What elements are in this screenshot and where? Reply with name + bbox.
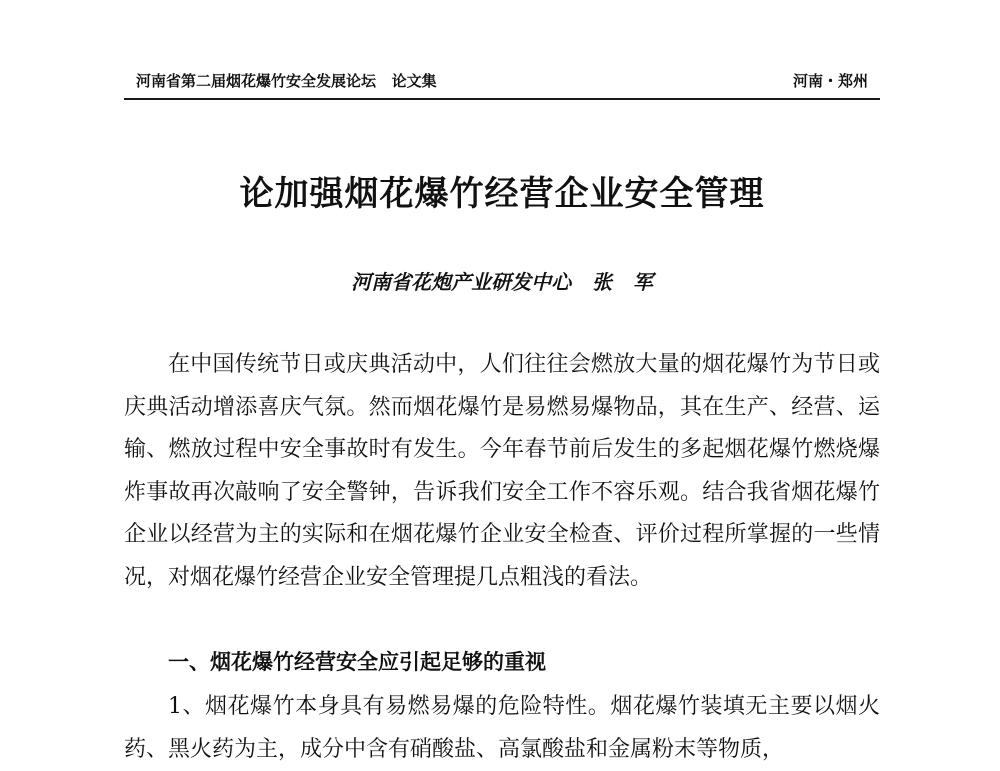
- intro-paragraph: 在中国传统节日或庆典活动中，人们往往会燃放大量的烟花爆竹为节日或庆典活动增添喜庆气氛。然而烟花爆竹是易燃易爆物品，其在生产、经营、运输、燃放过程中安全事故时有发生。今年春节前后发生的多起烟花爆竹燃烧爆炸事故再次敲响了安全警钟，告诉我们安全工作不容乐观。结合我省烟花爆竹企业以经营为主的实际和在烟花爆竹企业安全检查、评价过程所掌握的一些情况，对烟花爆竹经营企业安全管理提几点粗浅的看法。: [124, 352, 880, 590]
- header-rule: [124, 98, 880, 100]
- header-location: 河南・郑州: [792, 72, 868, 90]
- running-header: [124, 70, 880, 92]
- section-heading: 一、烟花爆竹经营安全应引起足够的重视: [168, 650, 546, 674]
- author-byline: 河南省花炮产业研发中心 张 军: [351, 270, 653, 294]
- paper-title: 论加强烟花爆竹经营企业安全管理: [239, 174, 765, 214]
- header-conference-title: 河南省第二届烟花爆竹安全发展论坛 论文集: [136, 72, 437, 90]
- section-paragraph: 1、烟花爆竹本身具有易燃易爆的危险特性。烟花爆竹装填无主要以烟火药、黑火药为主，成分中含有硝酸盐、高氯酸盐和金属粉末等物质，: [124, 694, 880, 762]
